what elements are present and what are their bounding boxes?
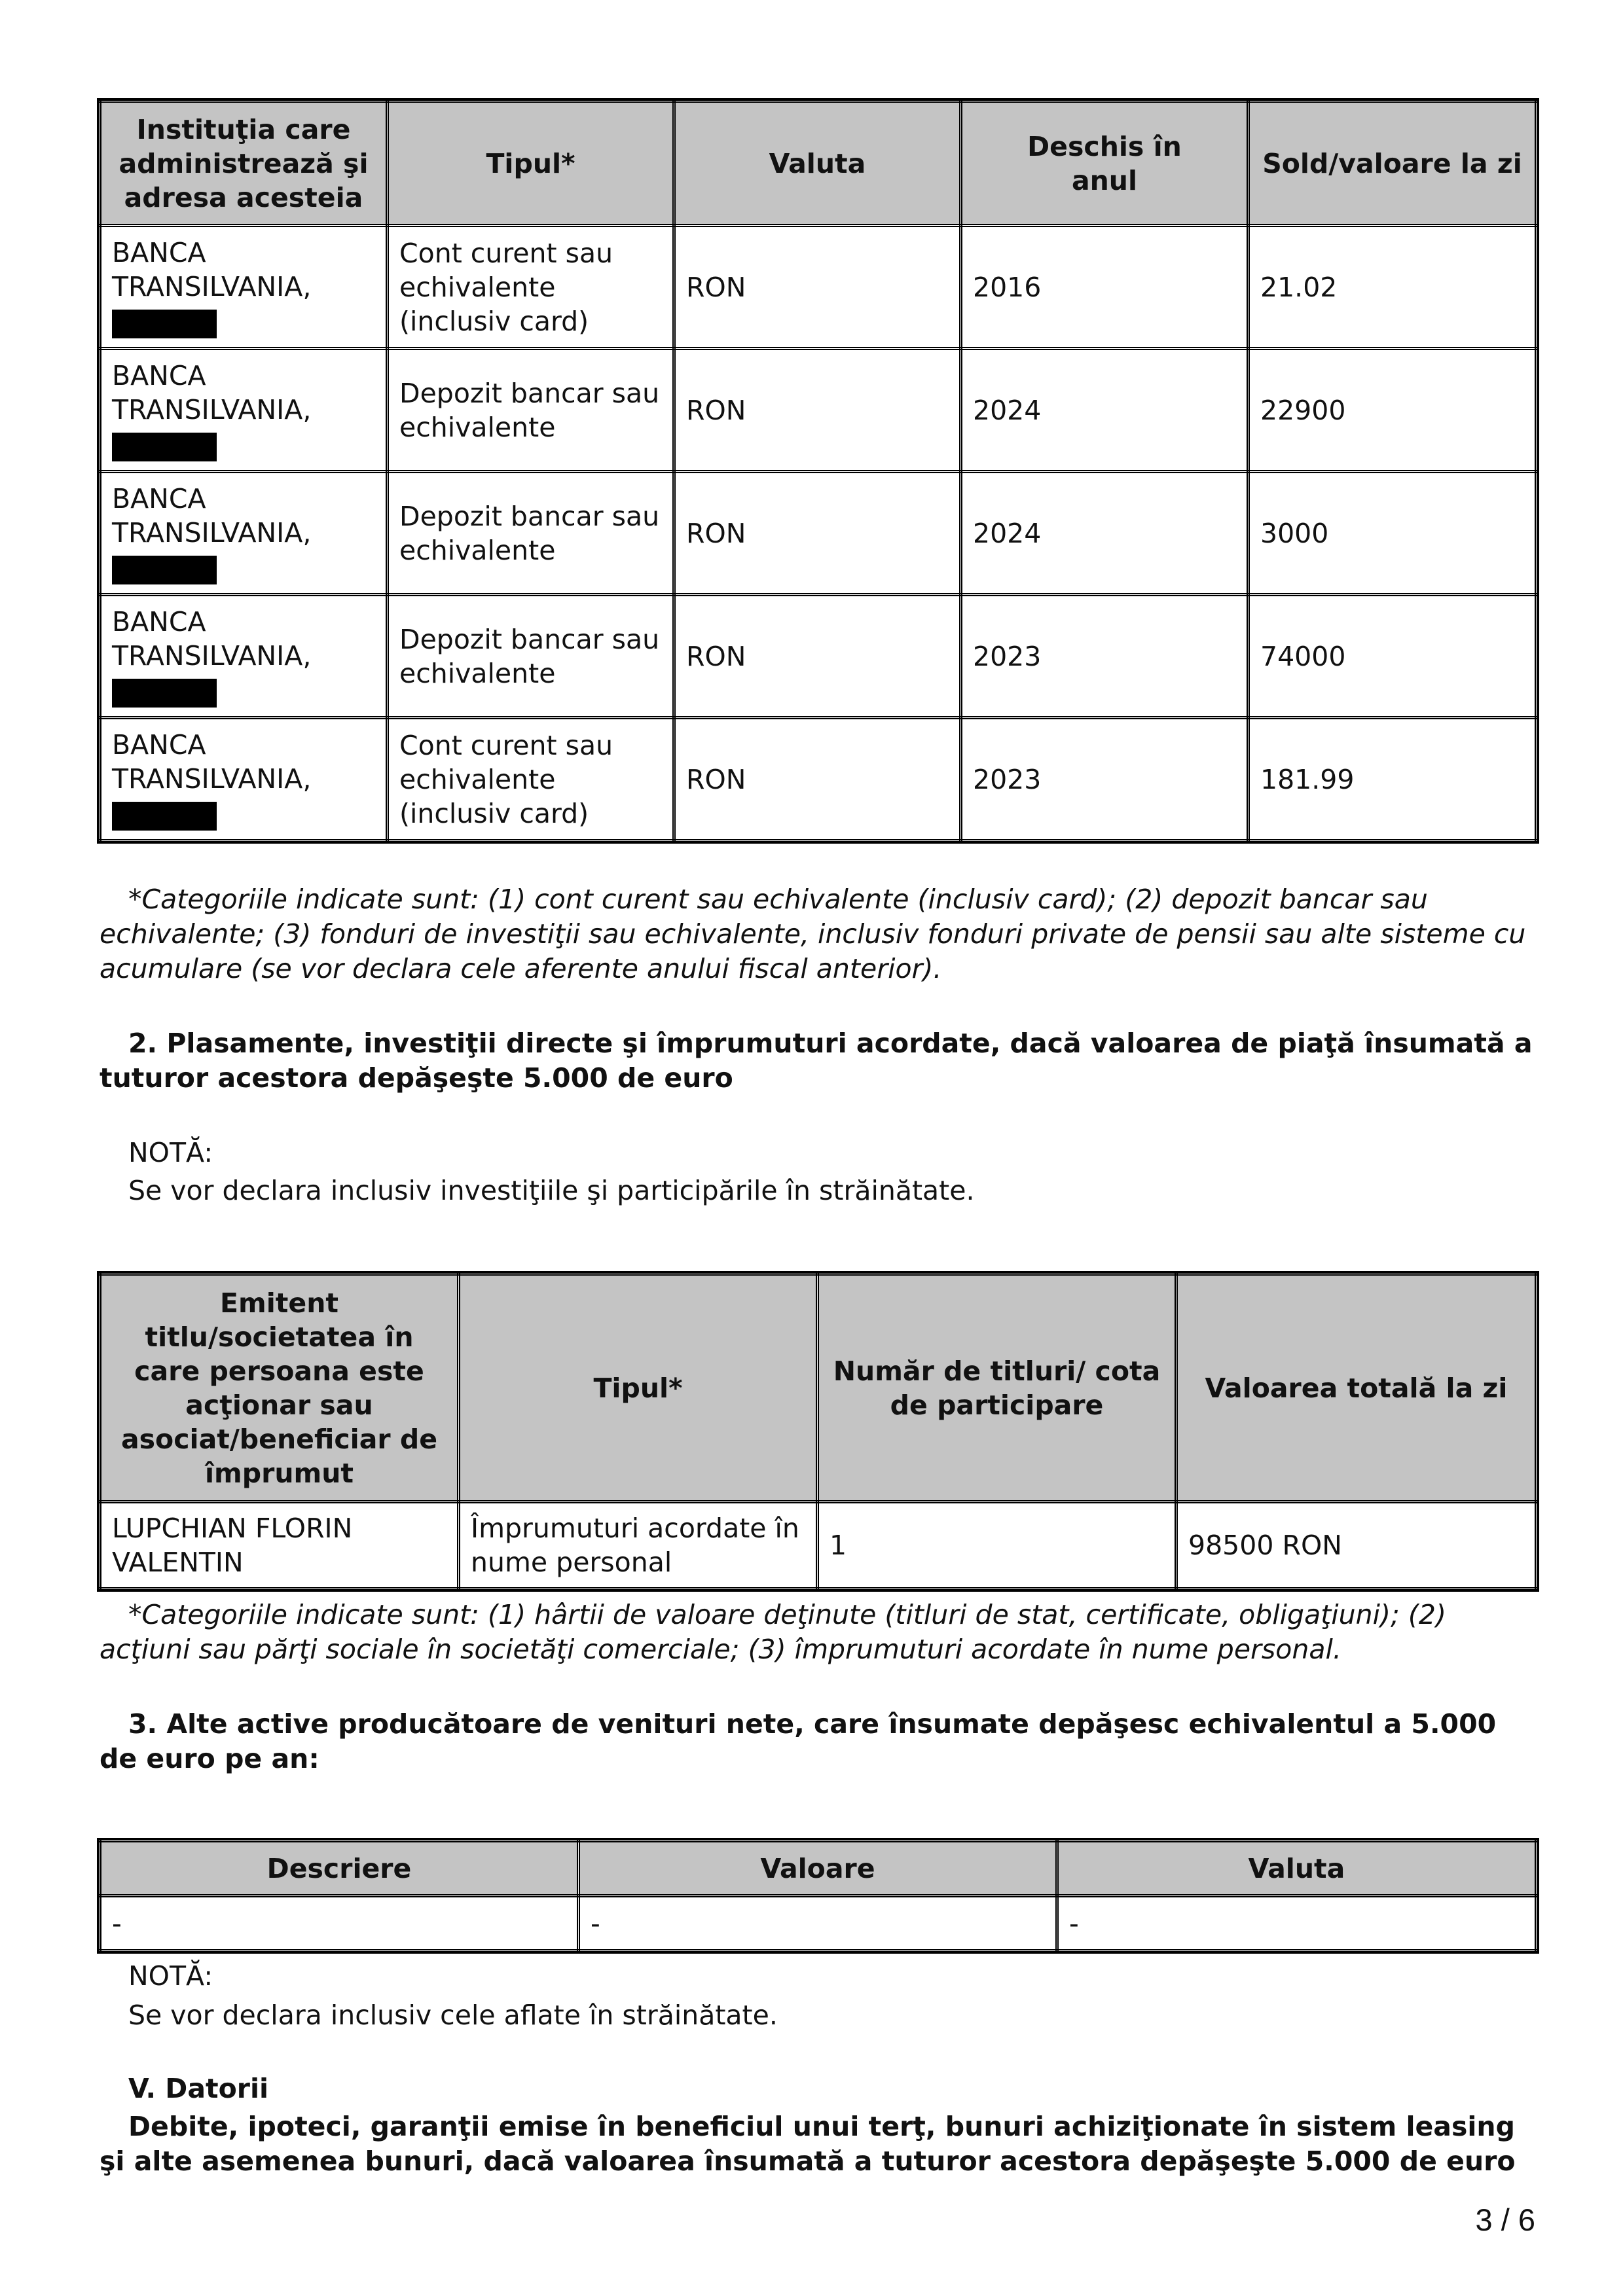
redacted-address [112, 802, 217, 831]
table-header-row [100, 101, 1537, 226]
institution-cell: BANCA TRANSILVANIA, [100, 226, 388, 349]
column-header: Tipul* [388, 101, 674, 226]
value-cell: 98500 RON [1176, 1502, 1537, 1589]
categories-note: *Categoriile indicate sunt: (1) hârtii de valoare deţinute (titluri de stat, certificate, obligaţiuni); (2) acţiuni sau părţi sociale în societăţi comerciale; (3) împrumuturi acordate în nume personal. [100, 1599, 1446, 1665]
type-cell: Cont curent sau echivalente (inclusiv card) [388, 718, 674, 841]
column-header: Instituţia care administrează şi adresa acesteia [100, 101, 388, 226]
table-header-row [100, 1841, 1537, 1896]
section-3-heading: 3. Alte active producătoare de venituri nete, care însumate depăşesc echivalentul a 5.000 de euro pe an: [100, 1708, 1497, 1774]
year-cell: 2023 [961, 595, 1249, 718]
column-header: Valoarea totală la zi [1176, 1274, 1537, 1502]
year-cell: 2023 [961, 718, 1249, 841]
table-row [100, 472, 1537, 595]
nota-text: Se vor declara inclusiv investiţiile şi participările în străinătate. [128, 1175, 975, 1206]
issuer-cell: LUPCHIAN FLORIN VALENTIN [100, 1502, 459, 1589]
balance-cell: 21.02 [1249, 226, 1537, 349]
currency-cell: RON [674, 472, 961, 595]
table-row [100, 595, 1537, 718]
categories-note: *Categoriile indicate sunt: (1) cont curent sau echivalente (inclusiv card); (2) depozit bancar sau echivalente; (3) fonduri de investiţii sau echivalente, inclusiv fonduri private de pensii sau alte sisteme cu acumulare (se vor declara cele aferente anului fiscal anterior). [100, 884, 1526, 984]
institution-cell: BANCA TRANSILVANIA, [100, 349, 388, 472]
currency-cell: - [1057, 1896, 1537, 1951]
balance-cell: 3000 [1249, 472, 1537, 595]
section-v-subtitle: Debite, ipoteci, garanţii emise în beneficiul unui terţ, bunuri achiziţionate în sistem leasing şi alte asemenea bunuri, dacă valoarea însumată a tuturor acestora depăşeşte 5.000 de euro [100, 2111, 1516, 2177]
nota-text: Se vor declara inclusiv cele aflate în străinătate. [128, 2000, 778, 2031]
table-row [100, 226, 1537, 349]
column-header: Sold/valoare la zi [1249, 101, 1537, 226]
nota-label: NOTĂ: [128, 1137, 213, 1168]
redacted-address [112, 556, 217, 584]
description-cell: - [100, 1896, 579, 1951]
institution-cell: BANCA TRANSILVANIA, [100, 472, 388, 595]
currency-cell: RON [674, 718, 961, 841]
balance-cell: 22900 [1249, 349, 1537, 472]
type-cell: Cont curent sau echivalente (inclusiv card) [388, 226, 674, 349]
institution-cell: BANCA TRANSILVANIA, [100, 595, 388, 718]
column-header: Număr de titluri/ cota de participare [818, 1274, 1176, 1502]
type-cell: Depozit bancar sau echivalente [388, 349, 674, 472]
currency-cell: RON [674, 349, 961, 472]
type-cell: Depozit bancar sau echivalente [388, 595, 674, 718]
currency-cell: RON [674, 226, 961, 349]
redacted-address [112, 310, 217, 338]
column-header: Descriere [100, 1841, 579, 1896]
redacted-address [112, 433, 217, 461]
column-header: Valoare [579, 1841, 1057, 1896]
page-number: 3 / 6 [1475, 2202, 1535, 2237]
table-header-row [100, 1274, 1537, 1502]
column-header: Valuta [674, 101, 961, 226]
year-cell: 2024 [961, 349, 1249, 472]
year-cell: 2024 [961, 472, 1249, 595]
year-cell: 2016 [961, 226, 1249, 349]
table-row [100, 349, 1537, 472]
other-assets-table [98, 1839, 1538, 1952]
type-cell: Împrumuturi acordate în nume personal [459, 1502, 818, 1589]
section-2-heading: 2. Plasamente, investiţii directe şi împrumuturi acordate, dacă valoarea de piaţă însumată a tuturor acestora depăşeşte 5.000 de euro [100, 1028, 1533, 1094]
bank-accounts-table [98, 99, 1538, 842]
investments-table [98, 1272, 1538, 1590]
table-row [100, 1896, 1537, 1951]
currency-cell: RON [674, 595, 961, 718]
type-cell: Depozit bancar sau echivalente [388, 472, 674, 595]
table-row [100, 718, 1537, 841]
count-cell: 1 [818, 1502, 1176, 1589]
redacted-address [112, 679, 217, 708]
column-header: Emitent titlu/societatea în care persoana este acţionar sau asociat/beneficiar de împrumut [100, 1274, 459, 1502]
balance-cell: 74000 [1249, 595, 1537, 718]
value-cell: - [579, 1896, 1057, 1951]
institution-cell: BANCA TRANSILVANIA, [100, 718, 388, 841]
balance-cell: 181.99 [1249, 718, 1537, 841]
column-header: Deschis în anul [961, 101, 1249, 226]
column-header: Tipul* [459, 1274, 818, 1502]
nota-label: NOTĂ: [128, 1960, 213, 1992]
section-v-title: V. Datorii [128, 2073, 269, 2104]
column-header: Valuta [1057, 1841, 1537, 1896]
table-row [100, 1502, 1537, 1589]
